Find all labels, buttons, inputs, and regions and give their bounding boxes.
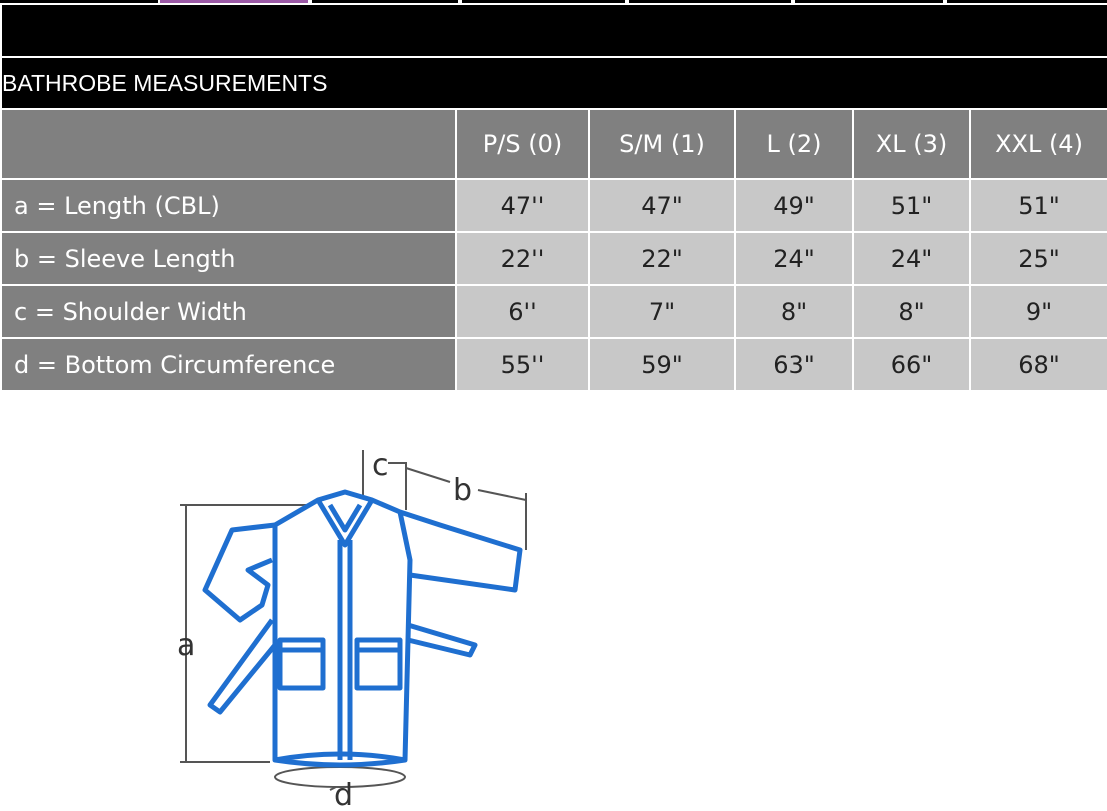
size-header: XXL (4)	[970, 109, 1107, 179]
table-cell: 25"	[970, 232, 1107, 285]
table-row	[1, 179, 1107, 232]
label-a: a	[177, 628, 196, 663]
table-cell: 24"	[735, 232, 853, 285]
table-cell: 47''	[456, 179, 589, 232]
label-b: b	[453, 473, 473, 508]
table-cell: 55''	[456, 338, 589, 391]
size-header: S/M (1)	[589, 109, 735, 179]
dimension-line-b	[406, 468, 450, 482]
row-label: d = Bottom Circumference	[1, 338, 456, 391]
header-row	[1, 109, 1107, 179]
bathrobe-diagram	[170, 440, 540, 810]
table-row	[1, 285, 1107, 338]
table-cell: 63"	[735, 338, 853, 391]
title-row	[1, 57, 1107, 109]
table-cell: 66"	[853, 338, 970, 391]
table-row	[1, 232, 1107, 285]
table-cell: 51"	[970, 179, 1107, 232]
table-cell: 68"	[970, 338, 1107, 391]
measurements-table	[0, 3, 1107, 392]
table-cell: 49"	[735, 179, 853, 232]
table-cell: 8"	[853, 285, 970, 338]
size-header: P/S (0)	[456, 109, 589, 179]
table-title: BATHROBE MEASUREMENTS	[1, 57, 1107, 109]
size-header: XL (3)	[853, 109, 970, 179]
table-cell: 51"	[853, 179, 970, 232]
label-c: c	[372, 448, 389, 483]
table-cell: 22"	[589, 232, 735, 285]
table-cell: 9"	[970, 285, 1107, 338]
table-cell: 6''	[456, 285, 589, 338]
header-blank-cell	[1, 109, 456, 179]
row-label: c = Shoulder Width	[1, 285, 456, 338]
label-d: d	[334, 778, 354, 810]
size-header: L (2)	[735, 109, 853, 179]
row-label: b = Sleeve Length	[1, 232, 456, 285]
table-cell: 8"	[735, 285, 853, 338]
table-cell: 47"	[589, 179, 735, 232]
row-label: a = Length (CBL)	[1, 179, 456, 232]
table-row	[1, 338, 1107, 391]
table-cell: 59"	[589, 338, 735, 391]
table-cell: 7"	[589, 285, 735, 338]
table-cell: 22''	[456, 232, 589, 285]
robe-outline	[205, 492, 520, 765]
black-bar	[1, 4, 1107, 57]
table-cell: 24"	[853, 232, 970, 285]
dimension-line-b	[478, 490, 526, 500]
